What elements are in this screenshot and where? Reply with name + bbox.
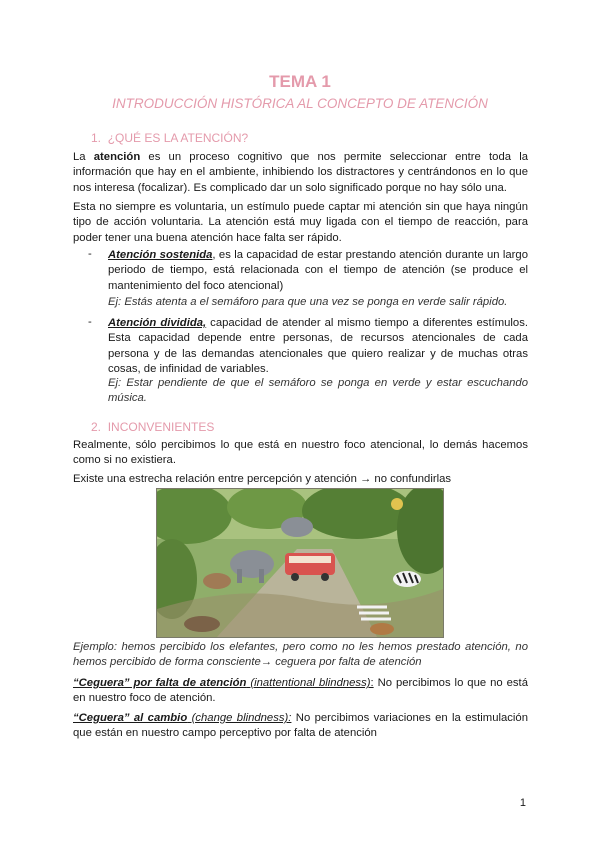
term-inattentional-blindness-en: (inattentional blindness) xyxy=(246,677,371,689)
text-fragment: capacidad de atender al mismo tiempo a diferentes estímulos. Esta capacidad depende entre personas, de recursos atencionales de cada persona y de las demandas atencionales que quiero realizar y de muchas otras cosas, de infinidad de variables. xyxy=(108,317,529,376)
page-number: 1 xyxy=(519,797,526,809)
text-fragment: No percibimos variaciones en la estimulación que están en nuestro campo perceptivo por falta de atención xyxy=(73,712,528,740)
term-change-blindness: “Ceguera” al cambio xyxy=(73,712,188,724)
section-1-heading xyxy=(91,131,248,145)
section-2-heading xyxy=(91,420,214,434)
term-atencion: atención xyxy=(93,151,141,163)
example-divided: Ej: Estar pendiente de que el semáforo se ponga en verde y estar escuchando música. xyxy=(108,377,528,405)
page-title: TEMA 1 xyxy=(269,72,331,91)
paragraph-definition xyxy=(73,150,528,196)
paragraph-voluntary: Esta no siempre es voluntaria, un estímulo puede captar mi atención sin que haya ningún tipo de acción voluntaria. La atención está muy ligada con el tiempo de reacción, para poder tener una buena atención hace falta ser rápido. xyxy=(73,201,528,244)
bullet-sustained-attention xyxy=(108,248,528,294)
text-fragment: No percibimos lo que no está en nuestro foco de atención. xyxy=(73,677,528,705)
jungle-scene-illustration xyxy=(157,489,443,637)
bullet-divided-attention xyxy=(108,316,528,378)
text-fragment: , es la capacidad de estar prestando atención durante un largo periodo de tiempo, está relacionada con el tiempo de atención (se produce el mantenimiento del foco atencional) xyxy=(108,249,528,292)
text-fragment: La xyxy=(73,151,94,163)
section-2-title: INCONVENIENTES xyxy=(107,420,215,434)
term-sustained: Atención sostenida xyxy=(108,249,213,261)
example-blindness: Ejemplo: hemos percibido los elefantes, pero como no les hemos prestado atención, no hemos percibido de forma consciente→ ceguera por falta de atención xyxy=(73,641,528,669)
definition-change-blindness xyxy=(73,711,528,742)
term-divided: Atención dividida, xyxy=(108,317,207,329)
paragraph-relation: Existe una estrecha relación entre percepción y atención → no confundirlas xyxy=(73,473,452,485)
section-1-number: 1. xyxy=(91,131,102,145)
definition-inattentional-blindness xyxy=(73,676,528,707)
text-fragment: es un proceso cognitivo que nos permite seleccionar entre toda la información que hay en el ambiente, inhibiendo los distractores y centrándonos en lo que nos interesa (focalizar). Es complicado dar un solo significado porque no hay sólo una. xyxy=(73,151,528,194)
section-2-number: 2. xyxy=(91,420,102,434)
paragraph-focus: Realmente, sólo percibimos lo que está en nuestro foco atencional, lo demás hacemos como si no existiera. xyxy=(73,439,528,467)
colon: : xyxy=(370,677,374,689)
bullet-marker: - xyxy=(88,248,92,260)
bullet-marker: - xyxy=(88,316,92,328)
section-1-title: ¿QUÉ ES LA ATENCIÓN? xyxy=(107,131,249,145)
jungle-scene-image xyxy=(156,488,444,638)
term-inattentional-blindness: “Ceguera” por falta de atención xyxy=(73,677,247,689)
example-sustained: Ej: Estás atenta a el semáforo para que una vez se ponga en verde salir rápido. xyxy=(108,296,508,308)
page-subtitle: INTRODUCCIÓN HISTÓRICA AL CONCEPTO DE ATENCIÓN xyxy=(112,96,488,111)
term-change-blindness-en: (change blindness): xyxy=(187,712,292,724)
